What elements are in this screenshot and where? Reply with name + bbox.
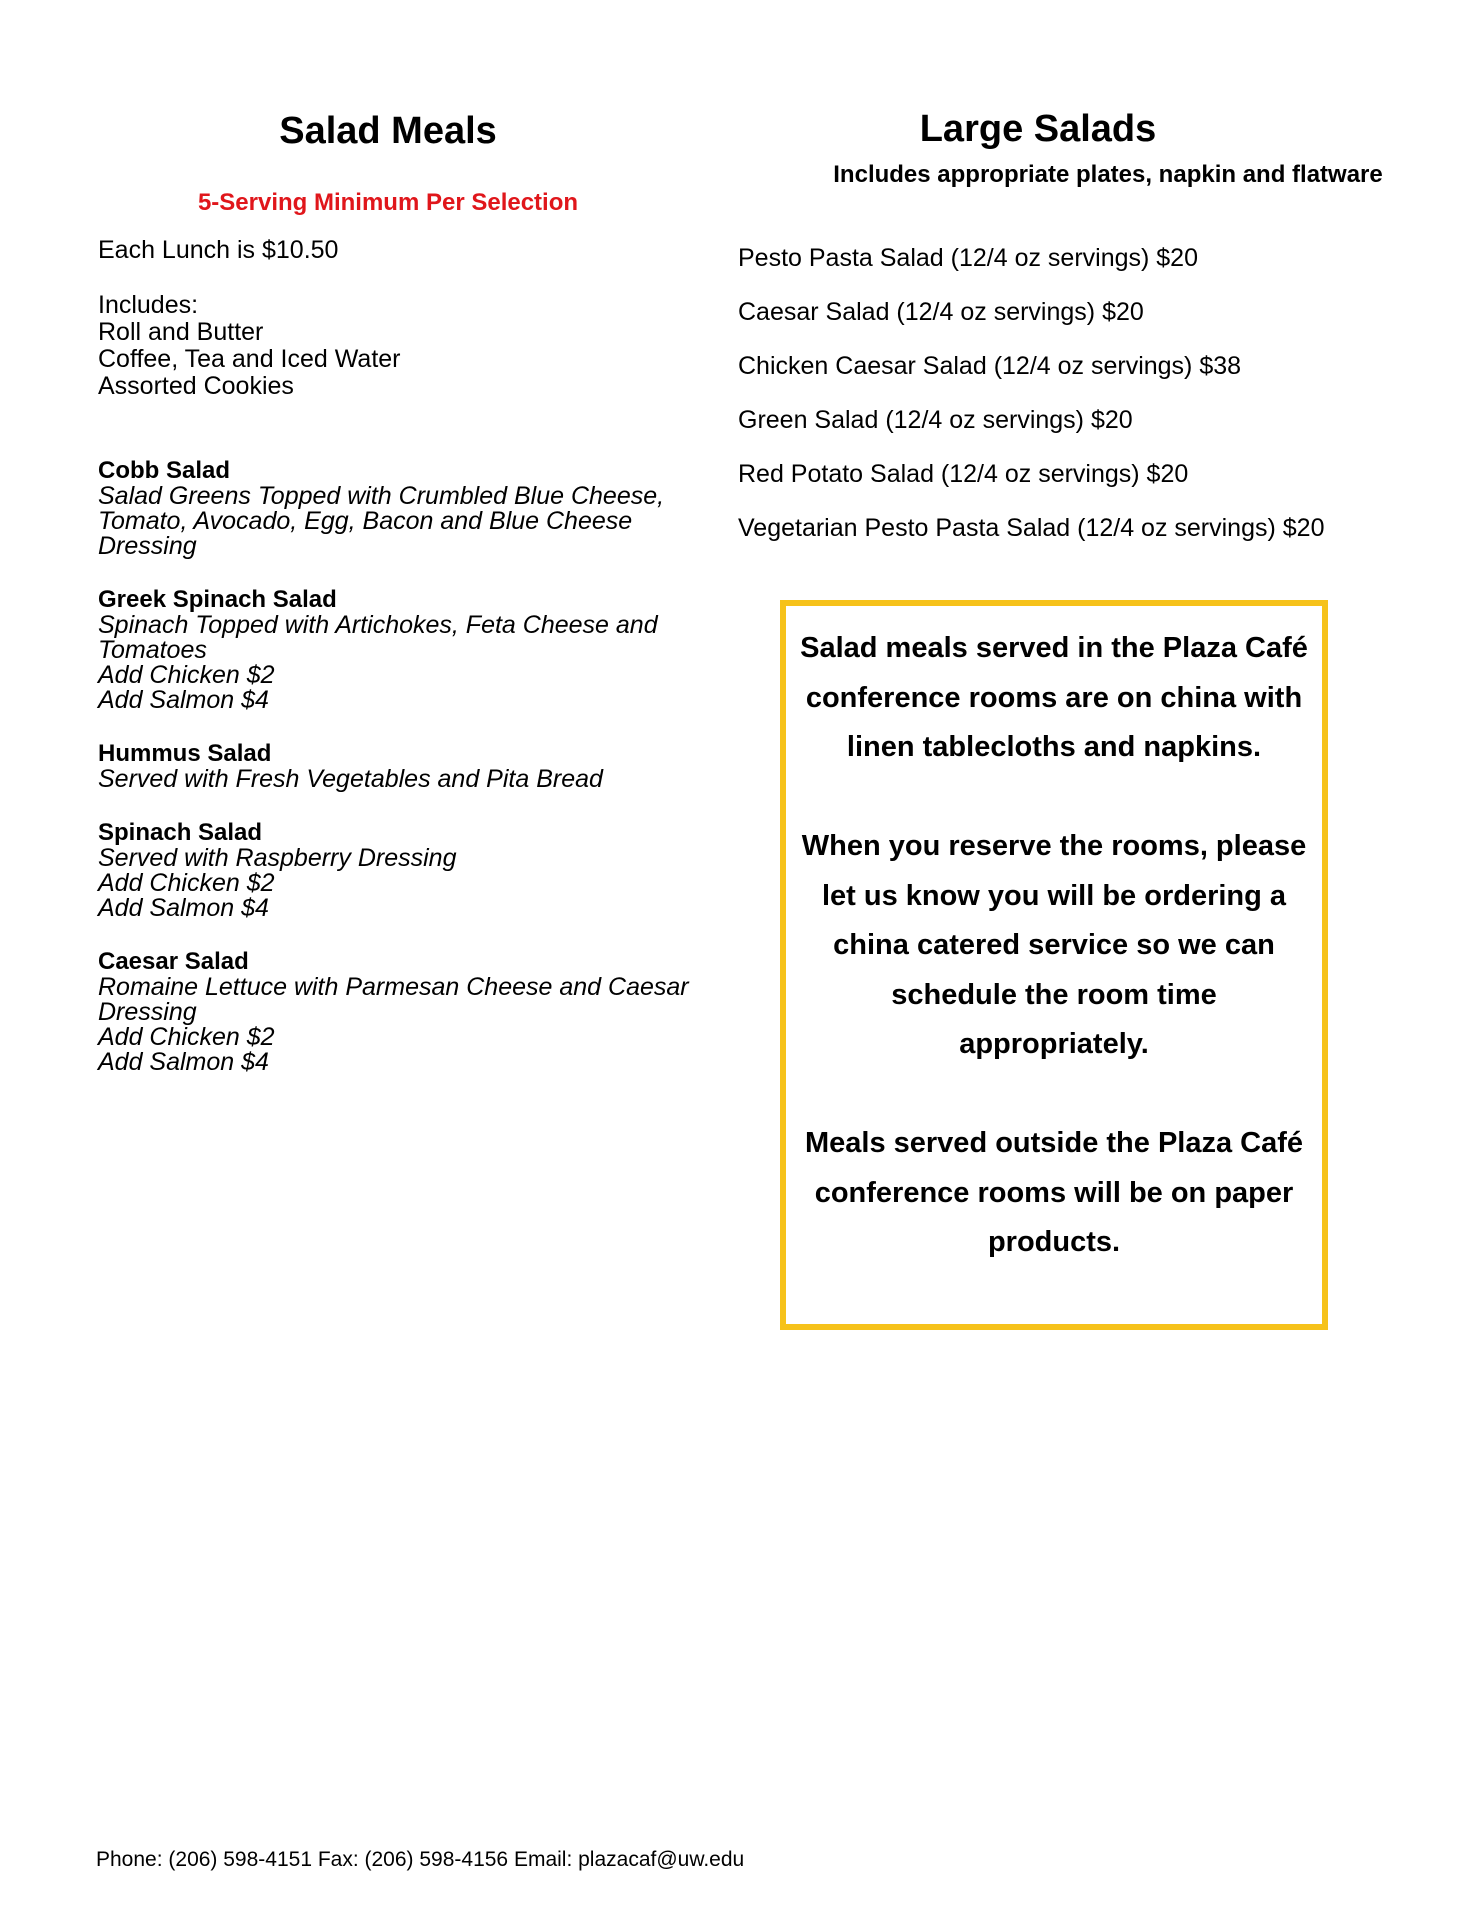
notice-paragraph: Salad meals served in the Plaza Café conference rooms are on china with linen tablecloths and napkins. [800,632,1308,763]
salad-item-cobb [98,458,718,559]
salad-addon: Add Salmon $4 [98,686,269,714]
salad-meals-section [98,110,718,1103]
salad-item-hummus [98,741,718,792]
salad-name: Caesar Salad [98,948,249,975]
salad-addon: Add Chicken $2 [98,1023,275,1051]
large-salads-list [738,231,1438,555]
salad-name: Cobb Salad [98,457,231,484]
salad-addon: Add Salmon $4 [98,894,269,922]
large-salads-title: Large Salads [919,108,1157,150]
contact-footer: Phone: (206) 598-4151 Fax: (206) 598-4156 Email: plazacaf@uw.edu [96,1848,745,1871]
large-salad-item: Caesar Salad (12/4 oz servings) $20 [738,298,1144,326]
service-notice-box [780,600,1328,1330]
salad-description: Served with Fresh Vegetables and Pita Bread [98,765,603,793]
large-salads-section [738,108,1438,555]
salad-item-greek-spinach [98,587,718,713]
salad-description: Tomatoes [98,636,207,664]
salad-name: Greek Spinach Salad [98,586,337,613]
salad-description: Romaine Lettuce with Parmesan Cheese and Caesar [98,973,689,1001]
salad-description: Spinach Topped with Artichokes, Feta Cheese and [98,611,658,639]
large-salad-item: Red Potato Salad (12/4 oz servings) $20 [738,460,1189,488]
salad-list [98,458,718,1075]
includes-item: Roll and Butter [98,318,264,346]
salad-description: Tomato, Avocado, Egg, Bacon and Blue Cheese [98,507,633,535]
salad-description: Salad Greens Topped with Crumbled Blue Cheese, [98,482,665,510]
salad-name: Hummus Salad [98,740,272,767]
salad-item-caesar [98,949,718,1075]
salad-item-spinach [98,820,718,921]
notice-paragraph: When you reserve the rooms, please let us know you will be ordering a china catered service so we can schedule the room time appropriately. [801,830,1307,1060]
salad-meals-title: Salad Meals [279,110,497,152]
large-salad-item: Chicken Caesar Salad (12/4 oz servings) $38 [738,352,1242,380]
includes-block [98,292,718,400]
large-salad-item: Green Salad (12/4 oz servings) $20 [738,406,1133,434]
salad-description: Dressing [98,998,197,1026]
includes-item: Coffee, Tea and Iced Water [98,345,401,373]
salad-addon: Add Salmon $4 [98,1048,269,1076]
large-salad-item: Vegetarian Pesto Pasta Salad (12/4 oz servings) $20 [738,514,1325,542]
salad-description: Dressing [98,532,197,560]
includes-label: Includes: [98,291,199,319]
notice-paragraph: Meals served outside the Plaza Café conference rooms will be on paper products. [804,1127,1304,1258]
large-salad-item: Pesto Pasta Salad (12/4 oz servings) $20 [738,244,1198,272]
large-salads-subtitle: Includes appropriate plates, napkin and flatware [833,161,1383,188]
includes-item: Assorted Cookies [98,372,294,400]
salad-description: Served with Raspberry Dressing [98,844,457,872]
salad-addon: Add Chicken $2 [98,661,275,689]
salad-name: Spinach Salad [98,819,263,846]
salad-addon: Add Chicken $2 [98,869,275,897]
lunch-price: Each Lunch is $10.50 [98,236,339,264]
minimum-note: 5-Serving Minimum Per Selection [197,189,579,216]
